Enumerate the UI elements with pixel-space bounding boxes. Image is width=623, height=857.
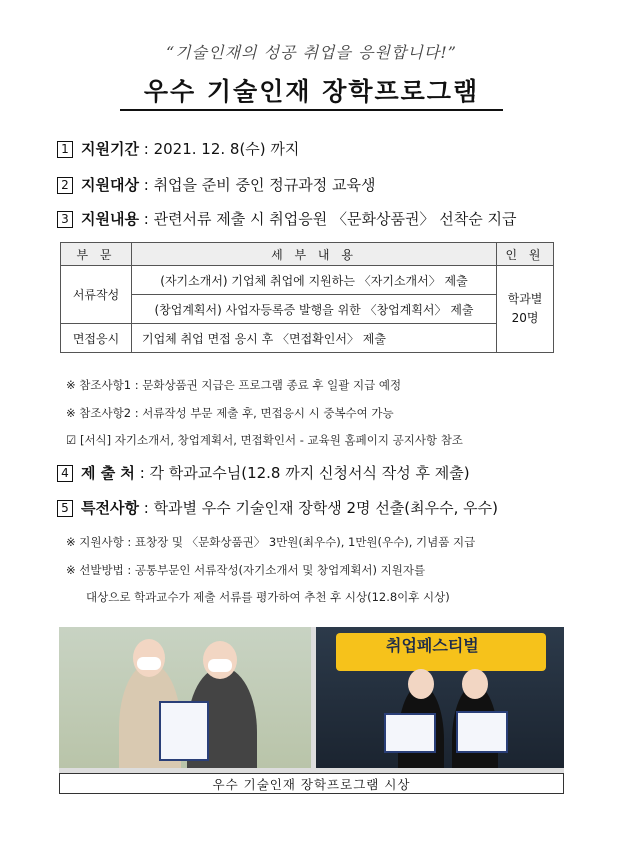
- certificate: [384, 713, 436, 753]
- item-text: 취업을 준비 중인 정규과정 교육생: [153, 176, 376, 194]
- quota-cell: [497, 266, 554, 353]
- item-number: 3: [57, 211, 73, 228]
- festival-banner-text: 취업페스티벌: [386, 636, 479, 655]
- item-benefits: [57, 497, 498, 518]
- person-face: [462, 669, 488, 699]
- item-separator: :: [134, 464, 150, 482]
- item-submit: [57, 462, 470, 483]
- benefit-note: ※ 선발방법 : 공통부문인 서류작성(자기소개서 및 창업계획서) 지원자를: [66, 563, 426, 577]
- detail-cell: (창업계획서) 사업자등록증 발행을 위한 〈창업계획서〉 제출: [132, 295, 497, 324]
- item-number: 5: [57, 500, 73, 517]
- person-face: [408, 669, 434, 699]
- item-content: [57, 208, 516, 229]
- award-photo-right: [316, 627, 564, 768]
- detail-cell: 기업체 취업 면접 응시 후 〈면접확인서〉 제출: [132, 324, 497, 353]
- header-details: 세 부 내 용: [132, 243, 497, 266]
- photo-panel: [59, 627, 564, 794]
- item-target: [57, 174, 376, 195]
- face-mask: [208, 659, 232, 672]
- header-section: 부 문: [61, 243, 132, 266]
- note: ※ 참조사항2 : 서류작성 부문 제출 후, 면접응시 시 중복수여 가능: [66, 406, 394, 420]
- table-row: [61, 324, 554, 353]
- certificate: [159, 701, 209, 761]
- item-label: 특전사항: [81, 499, 139, 517]
- item-separator: :: [138, 176, 154, 194]
- item-label: 제 출 처: [81, 464, 135, 482]
- note: ※ 참조사항1 : 문화상품권 지급은 프로그램 종료 후 일괄 지급 예정: [66, 378, 402, 392]
- quota-line: 학과별: [507, 292, 543, 306]
- item-number: 2: [57, 177, 73, 194]
- item-separator: :: [138, 499, 154, 517]
- item-separator: :: [138, 210, 154, 228]
- certificate: [456, 711, 508, 753]
- photo-caption: 우수 기술인재 장학프로그램 시상: [59, 773, 564, 794]
- item-label: 지원내용: [81, 210, 139, 228]
- face-mask: [137, 657, 161, 670]
- table-row: [61, 266, 554, 295]
- item-period: [57, 138, 299, 159]
- item-separator: :: [138, 140, 154, 158]
- section-documents: 서류작성: [61, 266, 132, 324]
- benefit-note: 대상으로 학과교수가 제출 서류를 평가하여 추천 후 시상(12.8이후 시상): [86, 590, 450, 604]
- item-label: 지원기간: [81, 140, 139, 158]
- page-title: 우수 기술인재 장학프로그램: [143, 77, 480, 106]
- item-label: 지원대상: [81, 176, 139, 194]
- item-number: 4: [57, 465, 73, 482]
- item-text: 각 학과교수님(12.8 까지 신청서식 작성 후 제출): [149, 464, 470, 482]
- quota-line: 20명: [511, 311, 539, 325]
- item-number: 1: [57, 141, 73, 158]
- item-text: 관련서류 제출 시 취업응원 〈문화상품권〉 선착순 지급: [153, 210, 517, 228]
- program-table: [60, 242, 554, 353]
- header-quota: 인 원: [497, 243, 554, 266]
- table-header-row: [61, 243, 554, 266]
- award-photo-left: [59, 627, 311, 768]
- note: ☑ [서식] 자기소개서, 창업계획서, 면접확인서 - 교육원 홈페이지 공지사항 참조: [66, 433, 463, 447]
- item-text: 2021. 12. 8(수) 까지: [153, 140, 300, 158]
- benefit-note: ※ 지원사항 : 표창장 및 〈문화상품권〉 3만원(최우수), 1만원(우수), 기념품 지급: [66, 535, 476, 549]
- detail-cell: (자기소개서) 기업체 취업에 지원하는 〈자기소개서〉 제출: [132, 266, 497, 295]
- item-text: 학과별 우수 기술인재 장학생 2명 선출(최우수, 우수): [153, 499, 498, 517]
- title-underline: [120, 109, 503, 111]
- slogan: “기술인재의 성공 취업을 응원합니다!”: [166, 43, 457, 62]
- section-interview: 면접응시: [61, 324, 132, 353]
- table-row: [61, 295, 554, 324]
